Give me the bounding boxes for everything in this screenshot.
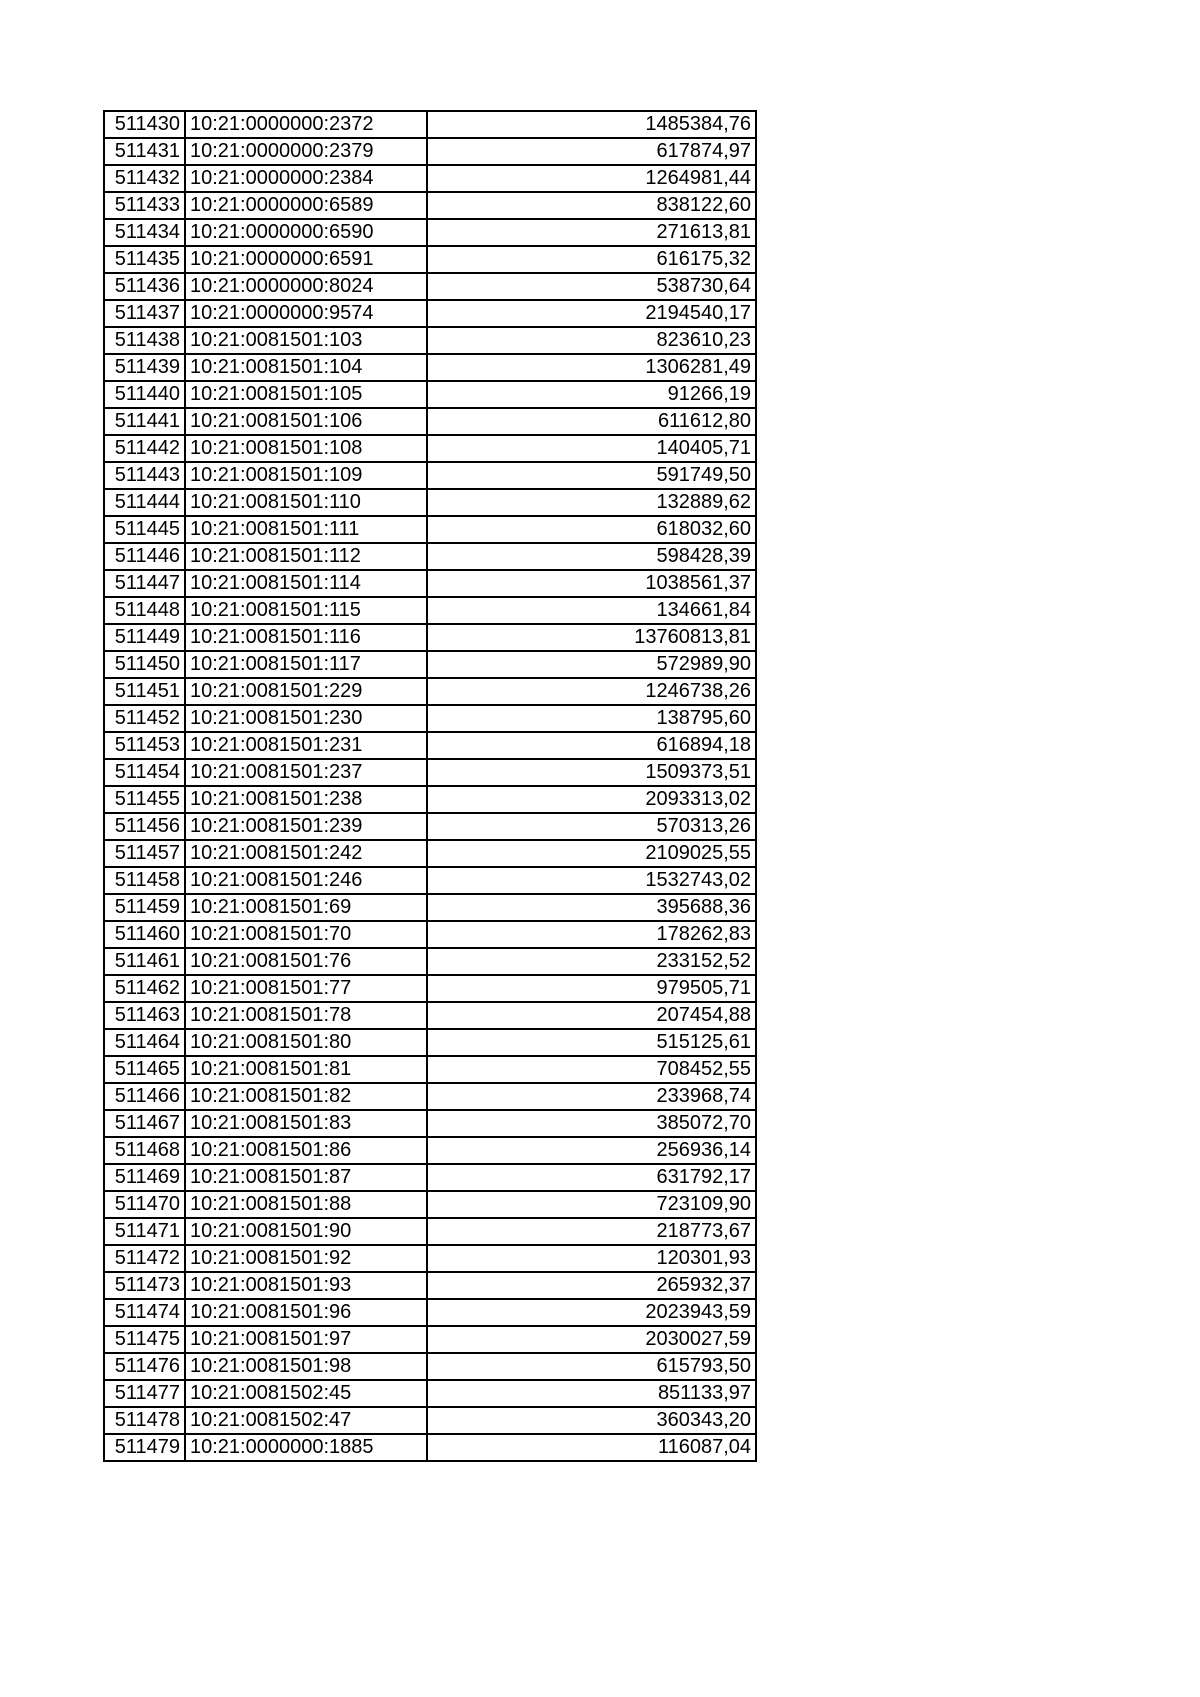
table-row [104, 1218, 756, 1245]
row-id-cell: 511476 [104, 1353, 185, 1380]
row-id-cell: 511441 [104, 408, 185, 435]
table-row [104, 435, 756, 462]
row-id-cell: 511446 [104, 543, 185, 570]
cadastral-number-cell: 10:21:0081501:116 [185, 624, 427, 651]
table-row [104, 840, 756, 867]
value-cell: 256936,14 [427, 1137, 756, 1164]
table-row [104, 705, 756, 732]
table-row [104, 1029, 756, 1056]
value-cell: 615793,50 [427, 1353, 756, 1380]
table-row [104, 1407, 756, 1434]
table-row [104, 570, 756, 597]
table-row [104, 597, 756, 624]
cadastral-number-cell: 10:21:0081501:93 [185, 1272, 427, 1299]
row-id-cell: 511440 [104, 381, 185, 408]
row-id-cell: 511455 [104, 786, 185, 813]
cadastral-number-cell: 10:21:0081501:78 [185, 1002, 427, 1029]
cadastral-number-cell: 10:21:0081501:114 [185, 570, 427, 597]
table-row [104, 1164, 756, 1191]
value-cell: 1532743,02 [427, 867, 756, 894]
row-id-cell: 511435 [104, 246, 185, 273]
value-cell: 823610,23 [427, 327, 756, 354]
table-row [104, 381, 756, 408]
table-row [104, 894, 756, 921]
row-id-cell: 511475 [104, 1326, 185, 1353]
cadastral-number-cell: 10:21:0081501:70 [185, 921, 427, 948]
row-id-cell: 511479 [104, 1434, 185, 1461]
cadastral-number-cell: 10:21:0081502:45 [185, 1380, 427, 1407]
cadastral-number-cell: 10:21:0000000:6590 [185, 219, 427, 246]
value-cell: 538730,64 [427, 273, 756, 300]
table-row [104, 1083, 756, 1110]
table-row [104, 1110, 756, 1137]
row-id-cell: 511450 [104, 651, 185, 678]
table-row [104, 327, 756, 354]
value-cell: 140405,71 [427, 435, 756, 462]
value-cell: 1306281,49 [427, 354, 756, 381]
cadastral-number-cell: 10:21:0000000:2379 [185, 138, 427, 165]
row-id-cell: 511448 [104, 597, 185, 624]
cadastral-number-cell: 10:21:0081501:83 [185, 1110, 427, 1137]
table-row [104, 1002, 756, 1029]
table-row [104, 192, 756, 219]
table-row [104, 1380, 756, 1407]
row-id-cell: 511460 [104, 921, 185, 948]
table-row [104, 111, 756, 138]
cadastral-number-cell: 10:21:0000000:2384 [185, 165, 427, 192]
row-id-cell: 511462 [104, 975, 185, 1002]
row-id-cell: 511468 [104, 1137, 185, 1164]
table-row [104, 1272, 756, 1299]
table-row [104, 1353, 756, 1380]
row-id-cell: 511430 [104, 111, 185, 138]
value-cell: 1509373,51 [427, 759, 756, 786]
value-cell: 591749,50 [427, 462, 756, 489]
table-row [104, 165, 756, 192]
value-cell: 91266,19 [427, 381, 756, 408]
value-cell: 708452,55 [427, 1056, 756, 1083]
row-id-cell: 511467 [104, 1110, 185, 1137]
cadastral-number-cell: 10:21:0081501:80 [185, 1029, 427, 1056]
value-cell: 395688,36 [427, 894, 756, 921]
value-cell: 2030027,59 [427, 1326, 756, 1353]
cadastral-number-cell: 10:21:0081501:96 [185, 1299, 427, 1326]
row-id-cell: 511445 [104, 516, 185, 543]
value-cell: 616175,32 [427, 246, 756, 273]
value-cell: 1246738,26 [427, 678, 756, 705]
cadastral-number-cell: 10:21:0081501:87 [185, 1164, 427, 1191]
cadastral-number-cell: 10:21:0081501:106 [185, 408, 427, 435]
value-cell: 851133,97 [427, 1380, 756, 1407]
row-id-cell: 511457 [104, 840, 185, 867]
cadastral-number-cell: 10:21:0081501:105 [185, 381, 427, 408]
table-row [104, 1191, 756, 1218]
table-row [104, 759, 756, 786]
table-row [104, 678, 756, 705]
row-id-cell: 511453 [104, 732, 185, 759]
table-row [104, 273, 756, 300]
cadastral-number-cell: 10:21:0081501:88 [185, 1191, 427, 1218]
cadastral-number-cell: 10:21:0081501:109 [185, 462, 427, 489]
value-cell: 132889,62 [427, 489, 756, 516]
cadastral-number-cell: 10:21:0081501:239 [185, 813, 427, 840]
value-cell: 271613,81 [427, 219, 756, 246]
row-id-cell: 511474 [104, 1299, 185, 1326]
row-id-cell: 511436 [104, 273, 185, 300]
table-row [104, 138, 756, 165]
cadastral-number-cell: 10:21:0081501:82 [185, 1083, 427, 1110]
value-cell: 233968,74 [427, 1083, 756, 1110]
row-id-cell: 511456 [104, 813, 185, 840]
cadastral-number-cell: 10:21:0081501:76 [185, 948, 427, 975]
cadastral-number-cell: 10:21:0081501:103 [185, 327, 427, 354]
cadastral-number-cell: 10:21:0081501:98 [185, 1353, 427, 1380]
row-id-cell: 511454 [104, 759, 185, 786]
row-id-cell: 511465 [104, 1056, 185, 1083]
value-cell: 2194540,17 [427, 300, 756, 327]
row-id-cell: 511451 [104, 678, 185, 705]
table-row [104, 516, 756, 543]
table-row [104, 1137, 756, 1164]
value-cell: 178262,83 [427, 921, 756, 948]
table-body [104, 111, 756, 1461]
row-id-cell: 511472 [104, 1245, 185, 1272]
row-id-cell: 511466 [104, 1083, 185, 1110]
value-cell: 218773,67 [427, 1218, 756, 1245]
value-cell: 265932,37 [427, 1272, 756, 1299]
value-cell: 723109,90 [427, 1191, 756, 1218]
table-row [104, 651, 756, 678]
cadastral-number-cell: 10:21:0081501:246 [185, 867, 427, 894]
cadastral-number-cell: 10:21:0081501:108 [185, 435, 427, 462]
cadastral-number-cell: 10:21:0081501:77 [185, 975, 427, 1002]
cadastral-number-cell: 10:21:0081501:112 [185, 543, 427, 570]
table-row [104, 813, 756, 840]
cadastral-number-cell: 10:21:0081501:81 [185, 1056, 427, 1083]
value-cell: 138795,60 [427, 705, 756, 732]
row-id-cell: 511432 [104, 165, 185, 192]
value-cell: 1038561,37 [427, 570, 756, 597]
row-id-cell: 511452 [104, 705, 185, 732]
cadastral-number-cell: 10:21:0081501:92 [185, 1245, 427, 1272]
cadastral-number-cell: 10:21:0081502:47 [185, 1407, 427, 1434]
cadastral-number-cell: 10:21:0081501:97 [185, 1326, 427, 1353]
row-id-cell: 511470 [104, 1191, 185, 1218]
cadastral-number-cell: 10:21:0081501:111 [185, 516, 427, 543]
cadastral-number-cell: 10:21:0081501:229 [185, 678, 427, 705]
table-row [104, 948, 756, 975]
table-row [104, 219, 756, 246]
cadastral-number-cell: 10:21:0081501:110 [185, 489, 427, 516]
cadastral-number-cell: 10:21:0000000:6591 [185, 246, 427, 273]
row-id-cell: 511464 [104, 1029, 185, 1056]
value-cell: 979505,71 [427, 975, 756, 1002]
value-cell: 838122,60 [427, 192, 756, 219]
value-cell: 13760813,81 [427, 624, 756, 651]
cadastral-number-cell: 10:21:0081501:115 [185, 597, 427, 624]
cadastral-number-cell: 10:21:0081501:104 [185, 354, 427, 381]
cadastral-number-cell: 10:21:0000000:8024 [185, 273, 427, 300]
row-id-cell: 511443 [104, 462, 185, 489]
value-cell: 618032,60 [427, 516, 756, 543]
row-id-cell: 511447 [104, 570, 185, 597]
value-cell: 116087,04 [427, 1434, 756, 1461]
cadastral-number-cell: 10:21:0000000:9574 [185, 300, 427, 327]
cadastral-number-cell: 10:21:0081501:69 [185, 894, 427, 921]
value-cell: 134661,84 [427, 597, 756, 624]
row-id-cell: 511477 [104, 1380, 185, 1407]
cadastral-number-cell: 10:21:0081501:117 [185, 651, 427, 678]
table-row [104, 921, 756, 948]
row-id-cell: 511469 [104, 1164, 185, 1191]
row-id-cell: 511431 [104, 138, 185, 165]
table-row [104, 1299, 756, 1326]
table-row [104, 300, 756, 327]
table-row [104, 867, 756, 894]
cadastral-number-cell: 10:21:0000000:2372 [185, 111, 427, 138]
value-cell: 2023943,59 [427, 1299, 756, 1326]
value-cell: 617874,97 [427, 138, 756, 165]
value-cell: 207454,88 [427, 1002, 756, 1029]
value-cell: 1264981,44 [427, 165, 756, 192]
row-id-cell: 511463 [104, 1002, 185, 1029]
cadastral-number-cell: 10:21:0081501:230 [185, 705, 427, 732]
cadastral-number-cell: 10:21:0081501:86 [185, 1137, 427, 1164]
row-id-cell: 511461 [104, 948, 185, 975]
table-row [104, 786, 756, 813]
row-id-cell: 511473 [104, 1272, 185, 1299]
cadastral-number-cell: 10:21:0000000:6589 [185, 192, 427, 219]
table-row [104, 543, 756, 570]
data-table [103, 110, 757, 1462]
row-id-cell: 511437 [104, 300, 185, 327]
row-id-cell: 511471 [104, 1218, 185, 1245]
value-cell: 598428,39 [427, 543, 756, 570]
table-row [104, 354, 756, 381]
row-id-cell: 511438 [104, 327, 185, 354]
cadastral-number-cell: 10:21:0081501:237 [185, 759, 427, 786]
row-id-cell: 511444 [104, 489, 185, 516]
table-row [104, 1326, 756, 1353]
value-cell: 1485384,76 [427, 111, 756, 138]
row-id-cell: 511449 [104, 624, 185, 651]
value-cell: 2109025,55 [427, 840, 756, 867]
row-id-cell: 511459 [104, 894, 185, 921]
value-cell: 570313,26 [427, 813, 756, 840]
value-cell: 385072,70 [427, 1110, 756, 1137]
table-row [104, 1434, 756, 1461]
row-id-cell: 511433 [104, 192, 185, 219]
cadastral-number-cell: 10:21:0081501:231 [185, 732, 427, 759]
row-id-cell: 511442 [104, 435, 185, 462]
value-cell: 2093313,02 [427, 786, 756, 813]
value-cell: 233152,52 [427, 948, 756, 975]
table-row [104, 1245, 756, 1272]
cadastral-number-cell: 10:21:0081501:238 [185, 786, 427, 813]
cadastral-number-cell: 10:21:0081501:90 [185, 1218, 427, 1245]
value-cell: 572989,90 [427, 651, 756, 678]
value-cell: 611612,80 [427, 408, 756, 435]
cadastral-number-cell: 10:21:0081501:242 [185, 840, 427, 867]
value-cell: 631792,17 [427, 1164, 756, 1191]
row-id-cell: 511478 [104, 1407, 185, 1434]
row-id-cell: 511458 [104, 867, 185, 894]
table-row [104, 408, 756, 435]
value-cell: 515125,61 [427, 1029, 756, 1056]
table-row [104, 624, 756, 651]
row-id-cell: 511434 [104, 219, 185, 246]
table-row [104, 462, 756, 489]
table-row [104, 1056, 756, 1083]
value-cell: 360343,20 [427, 1407, 756, 1434]
cadastral-number-cell: 10:21:0000000:1885 [185, 1434, 427, 1461]
table-row [104, 975, 756, 1002]
table-row [104, 732, 756, 759]
table-row [104, 246, 756, 273]
row-id-cell: 511439 [104, 354, 185, 381]
table-row [104, 489, 756, 516]
value-cell: 616894,18 [427, 732, 756, 759]
value-cell: 120301,93 [427, 1245, 756, 1272]
